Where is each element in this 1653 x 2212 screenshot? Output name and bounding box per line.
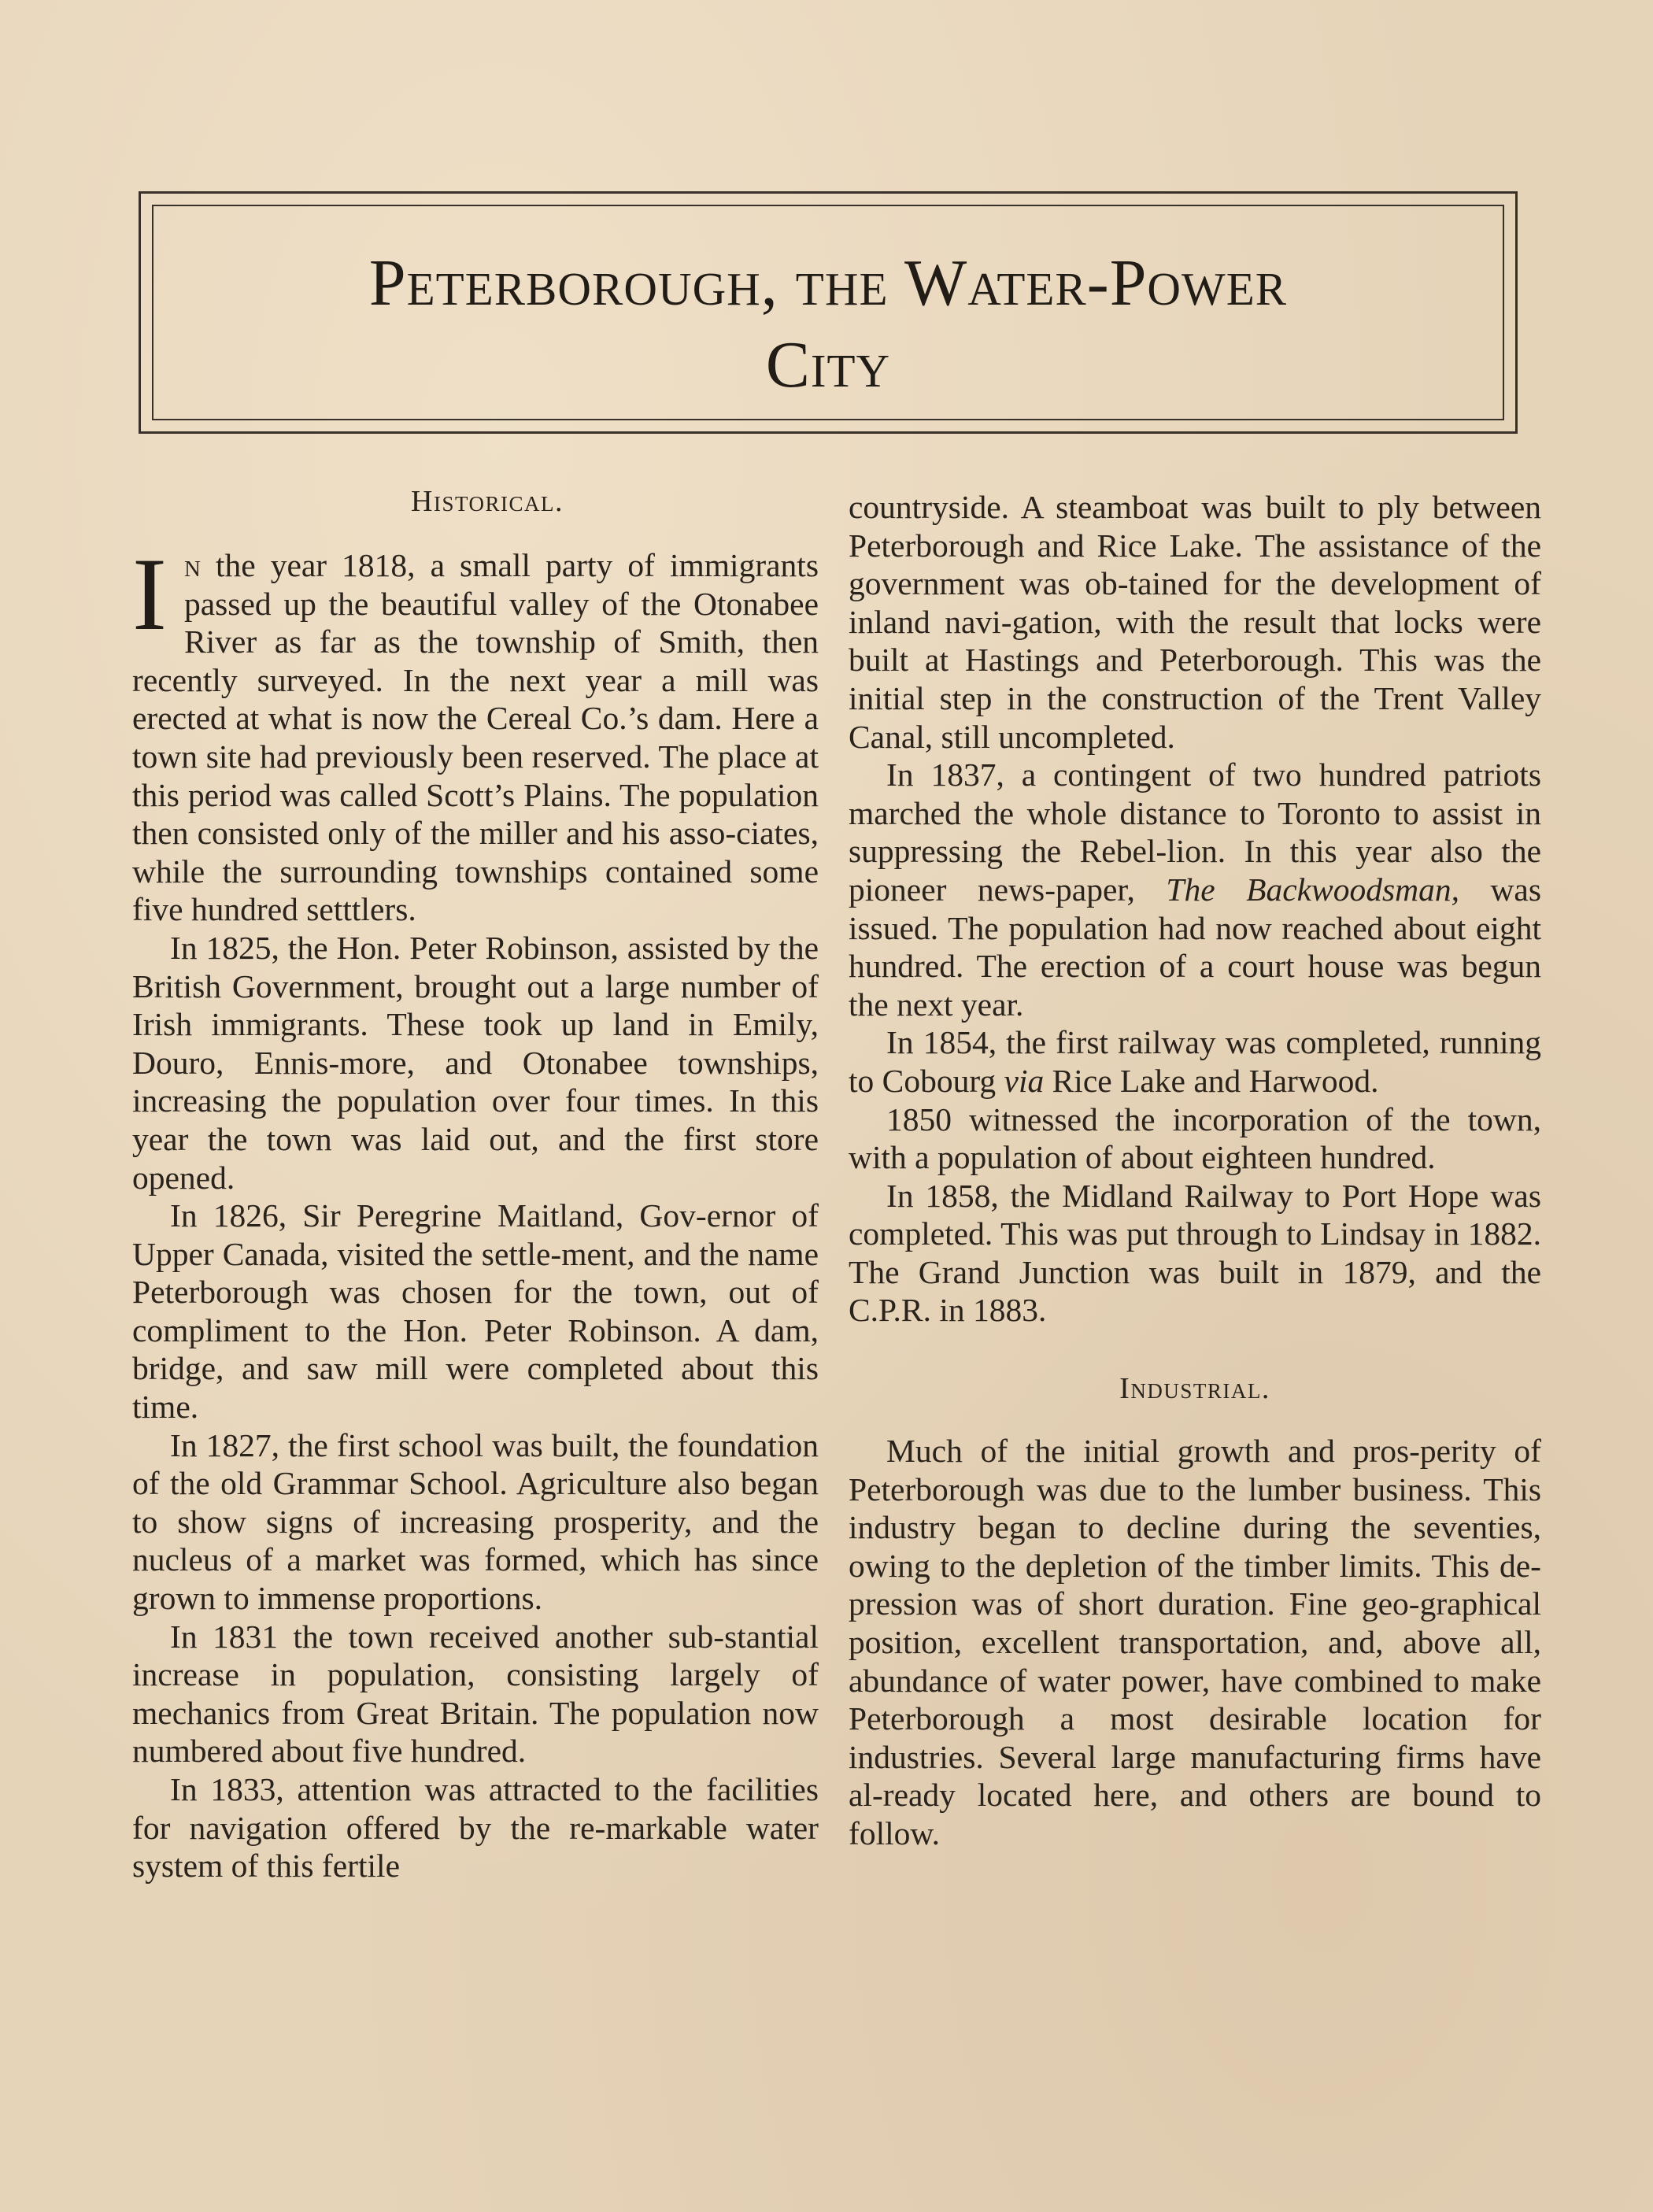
first-word-rest: n <box>183 547 201 583</box>
paragraph-1854-text-b: Rice Lake and Harwood. <box>1044 1062 1379 1099</box>
title-frame <box>139 191 1518 434</box>
paragraph-industrial: Much of the initial growth and pros-perity of Peterborough was due to the lumber business. This industry began to decline during the seventies, owing to the depletion of the timber limits. This de-pression was of short duration. Fine geo-graphical position, excellent transportation, and, above all, abundance of water power, have combined to make Peterborough a most desirable location for industries. Several large manufacturing firms have al-ready located here, and others are bound to follow. <box>849 1433 1541 1851</box>
drop-cap: I <box>132 536 167 652</box>
right-column <box>849 488 1541 1853</box>
paragraph-1827: In 1827, the first school was built, the foundation of the old Grammar School. Agriculture also began to show signs of increasing prosperity, and the nucleus of a market was formed, which has since grown to immense proportions. <box>132 1426 819 1617</box>
paragraph-1826: In 1826, Sir Peregrine Maitland, Gov-ernor of Upper Canada, visited the settle-ment, and the name Peterborough was chosen for the town, out of compliment to the Hon. Peter Robinson. A dam, bridge, and saw mill were completed about this time. <box>132 1197 819 1426</box>
paragraph-1850: 1850 witnessed the incorporation of the town, with a population of about eighteen hundred. <box>849 1100 1541 1176</box>
paragraph-1837-text-a: In 1837, a contingent of two hundred patriots marched the whole distance to Toronto to assist in suppressing the Rebel-lion. In this year also the pioneer news-paper, <box>849 756 1541 908</box>
industrial-heading: Industrial. <box>1119 1372 1270 1406</box>
paragraph-1818 <box>132 536 819 929</box>
paragraph-1818-text: the year 1818, a small party of immigrants passed up the beautiful valley of the Otonabee River as far as the township of Smith, then recently surveyed. In the next year a mill was erected at what is now the Cereal Co.’s dam. Here a town site had previously been reserved. The place at this period was called Scott’s Plains. The population then consisted only of the miller and his asso-ciates, while the surrounding townships contained some five hundred setttlers. <box>132 547 819 928</box>
title-line-1: Peterborough, the Water-Power <box>368 246 1288 320</box>
newspaper-title: The Backwoodsman, <box>1166 871 1459 908</box>
paragraph-1837-text-b: was issued. The population had now reached about eight hundred. The erection of a court house was begun the next year. <box>849 871 1541 1023</box>
paragraph-1858: In 1858, the Midland Railway to Port Hope was completed. This was put through to Lindsay in 1882. The Grand Junction was built in 1879, and the C.P.R. in 1883. <box>849 1177 1541 1329</box>
paragraph-1854 <box>849 1023 1541 1100</box>
page-title <box>141 242 1515 406</box>
paragraph-1854-text-a: In 1854, the first railway was completed, running to Cobourg <box>849 1024 1541 1099</box>
paragraph-1833: In 1833, attention was attracted to the facilities for navigation offered by the re-markable water system of this fertile <box>132 1771 819 1885</box>
via-italic: via <box>1004 1062 1045 1099</box>
title-line-2: City <box>765 328 891 401</box>
historical-heading: Historical. <box>411 485 564 518</box>
left-column <box>132 482 819 1885</box>
paragraph-1833-continued: countryside. A steamboat was built to ply between Peterborough and Rice Lake. The assistance of the government was ob-tained for the development of inland navi-gation, with the result that locks were built at Hastings and Peterborough. This was the initial step in the construction of the Trent Valley Canal, still uncompleted. <box>849 489 1541 755</box>
paragraph-1825: In 1825, the Hon. Peter Robinson, assisted by the British Government, brought out a large number of Irish immigrants. These took up land in Emily, Douro, Ennis-more, and Otonabee townships, increasing the population over four times. In this year the town was laid out, and the first store opened. <box>132 929 819 1196</box>
paragraph-1831: In 1831 the town received another sub-stantial increase in population, consisting largely of mechanics from Great Britain. The population now numbered about five hundred. <box>132 1618 819 1770</box>
paragraph-1837 <box>849 756 1541 1023</box>
